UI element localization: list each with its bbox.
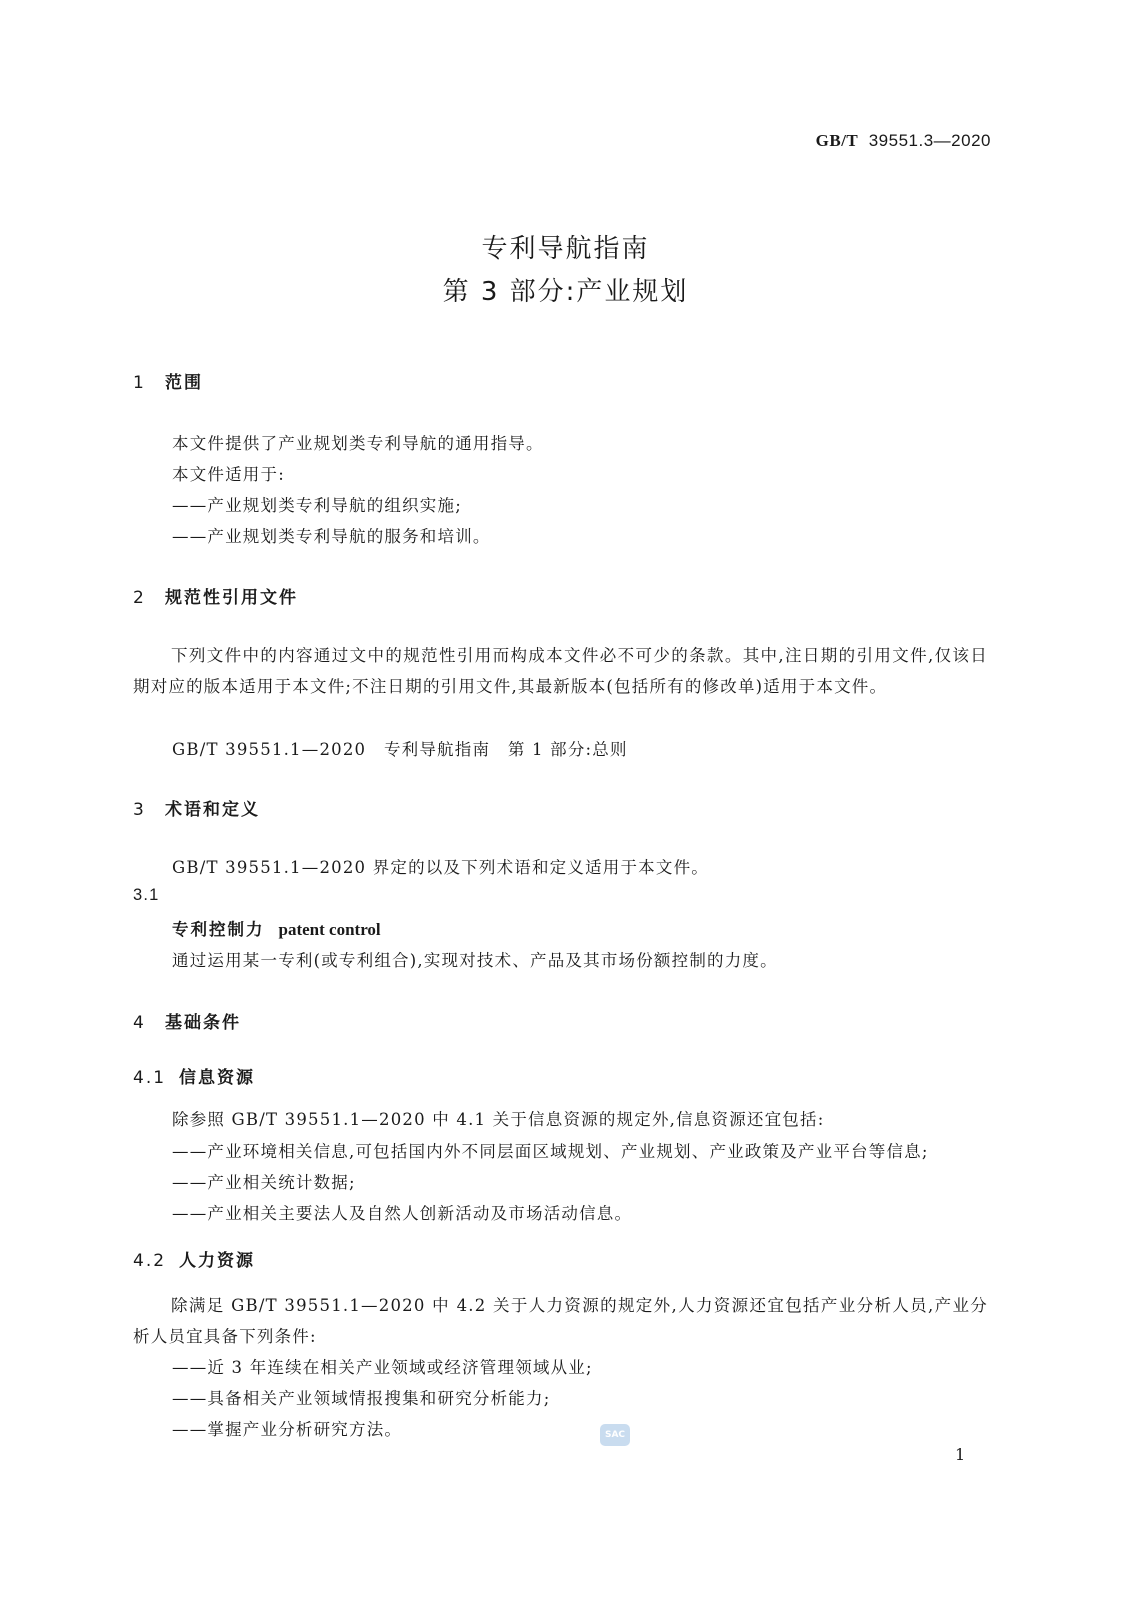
subsection-4-1-heading — [133, 1063, 255, 1088]
section-2-paragraph: 下列文件中的内容通过文中的规范性引用而构成本文件必不可少的条款。其中,注日期的引用文件,仅该日期对应的版本适用于本文件;不注日期的引用文件,其最新版本(包括所有的修改单)适用于本文件。 — [133, 646, 988, 696]
page-number: 1 — [955, 1445, 966, 1464]
section-1-heading — [133, 368, 203, 393]
list-item: ——产业环境相关信息,可包括国内外不同层面区域规划、产业规划、产业政策及产业平台等信息; — [172, 1142, 929, 1161]
subsection-4-1-intro: 除参照 GB/T 39551.1—2020 中 4.1 关于信息资源的规定外,信息资源还宜包括: — [172, 1110, 825, 1129]
normative-reference: GB/T 39551.1—2020 专利导航指南 第 1 部分:总则 — [172, 740, 628, 759]
subsection-number: 4.1 — [133, 1068, 167, 1088]
subsection-number: 4.2 — [133, 1251, 167, 1271]
standard-code — [816, 131, 991, 151]
section-2-heading — [133, 583, 298, 608]
section-3-heading — [133, 795, 260, 820]
sac-watermark-logo: SAC — [600, 1424, 630, 1446]
list-item: ——近 3 年连续在相关产业领域或经济管理领域从业; — [172, 1358, 593, 1377]
section-4-heading — [133, 1008, 241, 1033]
document-subtitle: 第 3 部分:产业规划 — [442, 277, 689, 307]
term-entry — [172, 916, 381, 940]
list-item: ——产业相关主要法人及自然人创新活动及市场活动信息。 — [172, 1204, 633, 1223]
subsection-title: 人力资源 — [179, 1251, 255, 1271]
document-title: 专利导航指南 — [481, 234, 650, 264]
standard-prefix: GB/T — [815, 131, 859, 150]
list-item: ——掌握产业分析研究方法。 — [172, 1420, 403, 1439]
term-number: 3.1 — [133, 886, 160, 904]
subsection-title: 信息资源 — [179, 1068, 255, 1088]
list-item: ——产业规划类专利导航的服务和培训。 — [172, 527, 491, 546]
section-title: 基础条件 — [165, 1013, 241, 1033]
section-title: 规范性引用文件 — [165, 588, 298, 608]
section-number: 2 — [133, 588, 146, 608]
section-number: 3 — [133, 800, 146, 820]
list-item: ——具备相关产业领域情报搜集和研究分析能力; — [172, 1389, 551, 1408]
section-number: 4 — [133, 1013, 146, 1033]
subsection-4-2-paragraph: 除满足 GB/T 39551.1—2020 中 4.2 关于人力资源的规定外,人力资源还宜包括产业分析人员,产业分析人员宜具备下列条件: — [133, 1296, 988, 1346]
term-chinese: 专利控制力 — [172, 920, 265, 939]
list-item: ——产业相关统计数据; — [172, 1173, 356, 1192]
standard-number: 39551.3—2020 — [868, 131, 991, 150]
term-english: patent control — [278, 920, 381, 939]
section-3-intro: GB/T 39551.1—2020 界定的以及下列术语和定义适用于本文件。 — [172, 858, 709, 877]
list-item: ——产业规划类专利导航的组织实施; — [172, 496, 462, 515]
section-1-paragraph-2: 本文件适用于: — [172, 465, 285, 484]
section-number: 1 — [133, 373, 146, 393]
section-1-paragraph-1: 本文件提供了产业规划类专利导航的通用指导。 — [172, 434, 544, 453]
section-title: 术语和定义 — [165, 800, 260, 820]
section-title: 范围 — [165, 373, 203, 393]
term-definition: 通过运用某一专利(或专利组合),实现对技术、产品及其市场份额控制的力度。 — [172, 951, 778, 970]
subsection-4-2-heading — [133, 1246, 255, 1271]
